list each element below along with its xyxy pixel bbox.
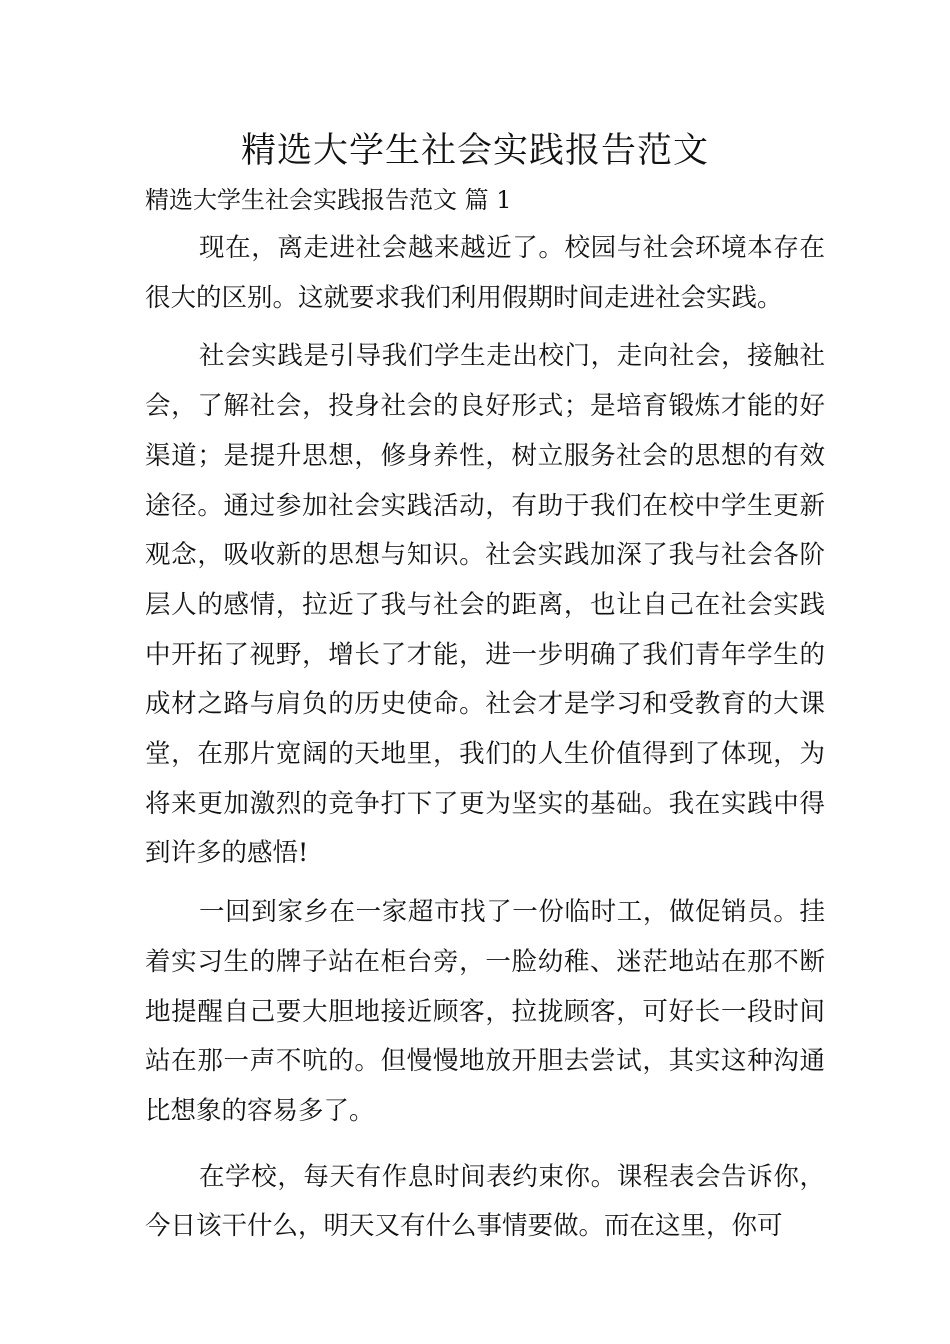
paragraph-3: 一回到家乡在一家超市找了一份临时工，做促销员。挂着实习生的牌子站在柜台旁，一脸幼稚、迷茫地站在那不断地提醒自己要大胆地接近顾客，拉拢顾客，可好长一段时间站在那一声不吭的。但慢慢地放开胆去尝试，其实这种沟通比想象的容易多了。: [145, 897, 825, 1126]
paragraph-4: 在学校，每天有作息时间表约束你。课程表会告诉你，今日该干什么，明天又有什么事情要做。而在这里，你可: [145, 1161, 825, 1242]
document-title: 精选大学生社会实践报告范文: [240, 131, 709, 171]
paragraph-1: 现在，离走进社会越来越近了。校园与社会环境本存在很大的区别。这就要求我们利用假期时间走进社会实践。: [145, 233, 825, 313]
document-body: [145, 224, 825, 1252]
paragraph-2: 社会实践是引导我们学生走出校门，走向社会，接触社会，了解社会，投身社会的良好形式；是培育锻炼才能的好渠道；是提升思想，修身养性，树立服务社会的思想的有效途径。通过参加社会实践活动，有助于我们在校中学生更新观念，吸收新的思想与知识。社会实践加深了我与社会各阶层人的感情，拉近了我与社会的距离，也让自己在社会实践中开拓了视野，增长了才能，进一步明确了我们青年学生的成材之路与肩负的历史使命。社会才是学习和受教育的大课堂，在那片宽阔的天地里，我们的人生价值得到了体现，为将来更加激烈的竞争打下了更为坚实的基础。我在实践中得到许多的感悟!: [145, 341, 825, 869]
section-heading: 精选大学生社会实践报告范文 篇 1: [145, 186, 512, 214]
